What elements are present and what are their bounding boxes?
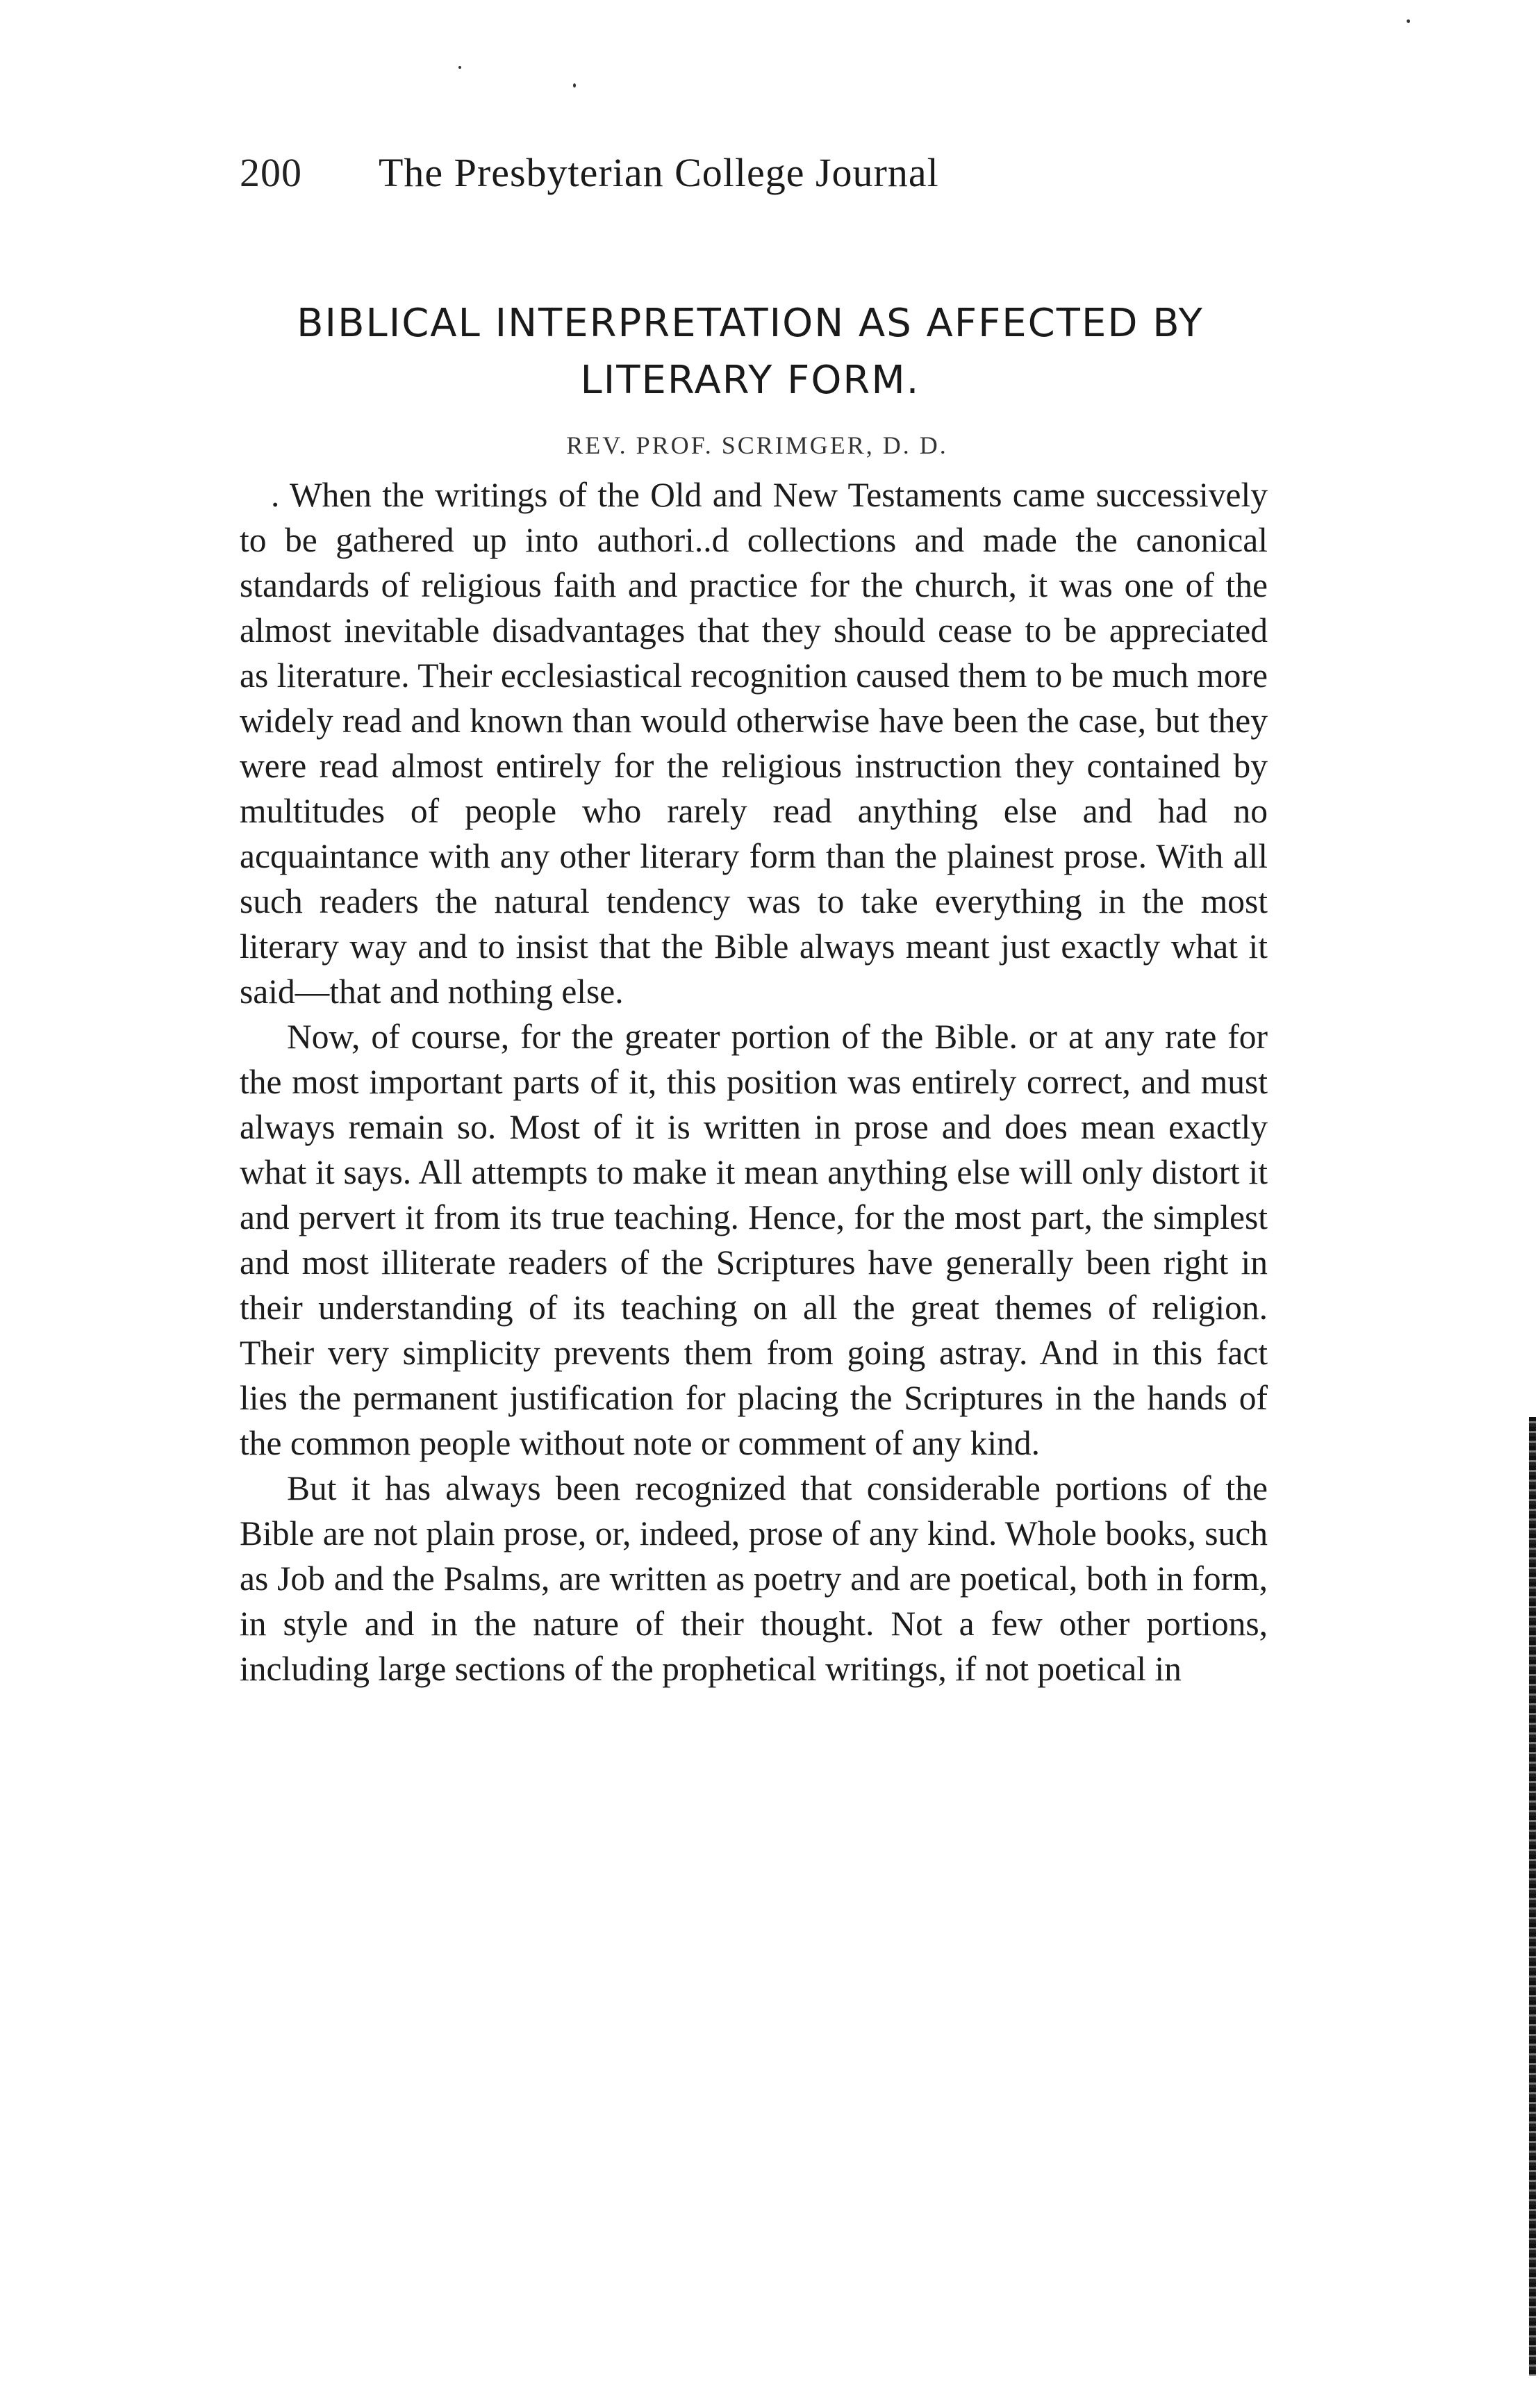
- scan-edge-mark: [1529, 1417, 1536, 2376]
- article-title-line-2: LITERARY FORM.: [580, 358, 920, 403]
- page-number: 200: [240, 150, 302, 195]
- paragraph-3: But it has always been recognized that considerable portions of the Bible are not plain prose, or, indeed, prose of any kind. Whole books, such as Job and the Psalms, are written as poetry and are poetical, both in form, in style and in the nature of their thought. Not a few other portions, including large sections of the prophetical writings, if not poetical in: [240, 1469, 1268, 1688]
- running-head: [240, 149, 1212, 219]
- paragraph-1: . When the writings of the Old and New Testaments came successively to be gathered up into authori..d collections and made the canonical standards of religious faith and practice for the church, it was one of the almost inevitable disadvantages that they should cease to be appreciated as literature. Their ecclesiastical recognition caused them to be much more widely read and known than would otherwise have been the case, but they were read almost entirely for the religious instruction they contained by multitudes of people who rarely read anything else and had no acquaintance with any other literary form than the plainest prose. With all such readers the natural tendency was to take everything in the most literary way and to insist that the Bible always meant just exactly what it said—that and nothing else.: [240, 476, 1268, 1011]
- article-body: [240, 472, 1268, 1691]
- scan-speck: [458, 66, 461, 69]
- paragraph-2: Now, of course, for the greater portion of the Bible. or at any rate for the most important parts of it, this position was entirely correct, and must always remain so. Most of it is written in prose and does mean exactly what it says. All attempts to make it mean anything else will only distort it and pervert it from its true teaching. Hence, for the most part, the simplest and most illiterate readers of the Scriptures have generally been right in their understanding of its teaching on all the great themes of religion. Their very simplicity prevents them from going astray. And in this fact lies the permanent justification for placing the Scriptures in the hands of the common people without note or comment of any kind.: [240, 1018, 1268, 1462]
- article-title-line-1: BIBLICAL INTERPRETATION AS AFFECTED BY: [297, 301, 1204, 346]
- scan-speck: [1407, 19, 1410, 23]
- scan-speck: [573, 83, 576, 88]
- author-byline: REV. PROF. SCRIMGER, D. D.: [566, 431, 948, 459]
- article-title: [222, 295, 1278, 409]
- journal-title: The Presbyterian College Journal: [379, 150, 939, 195]
